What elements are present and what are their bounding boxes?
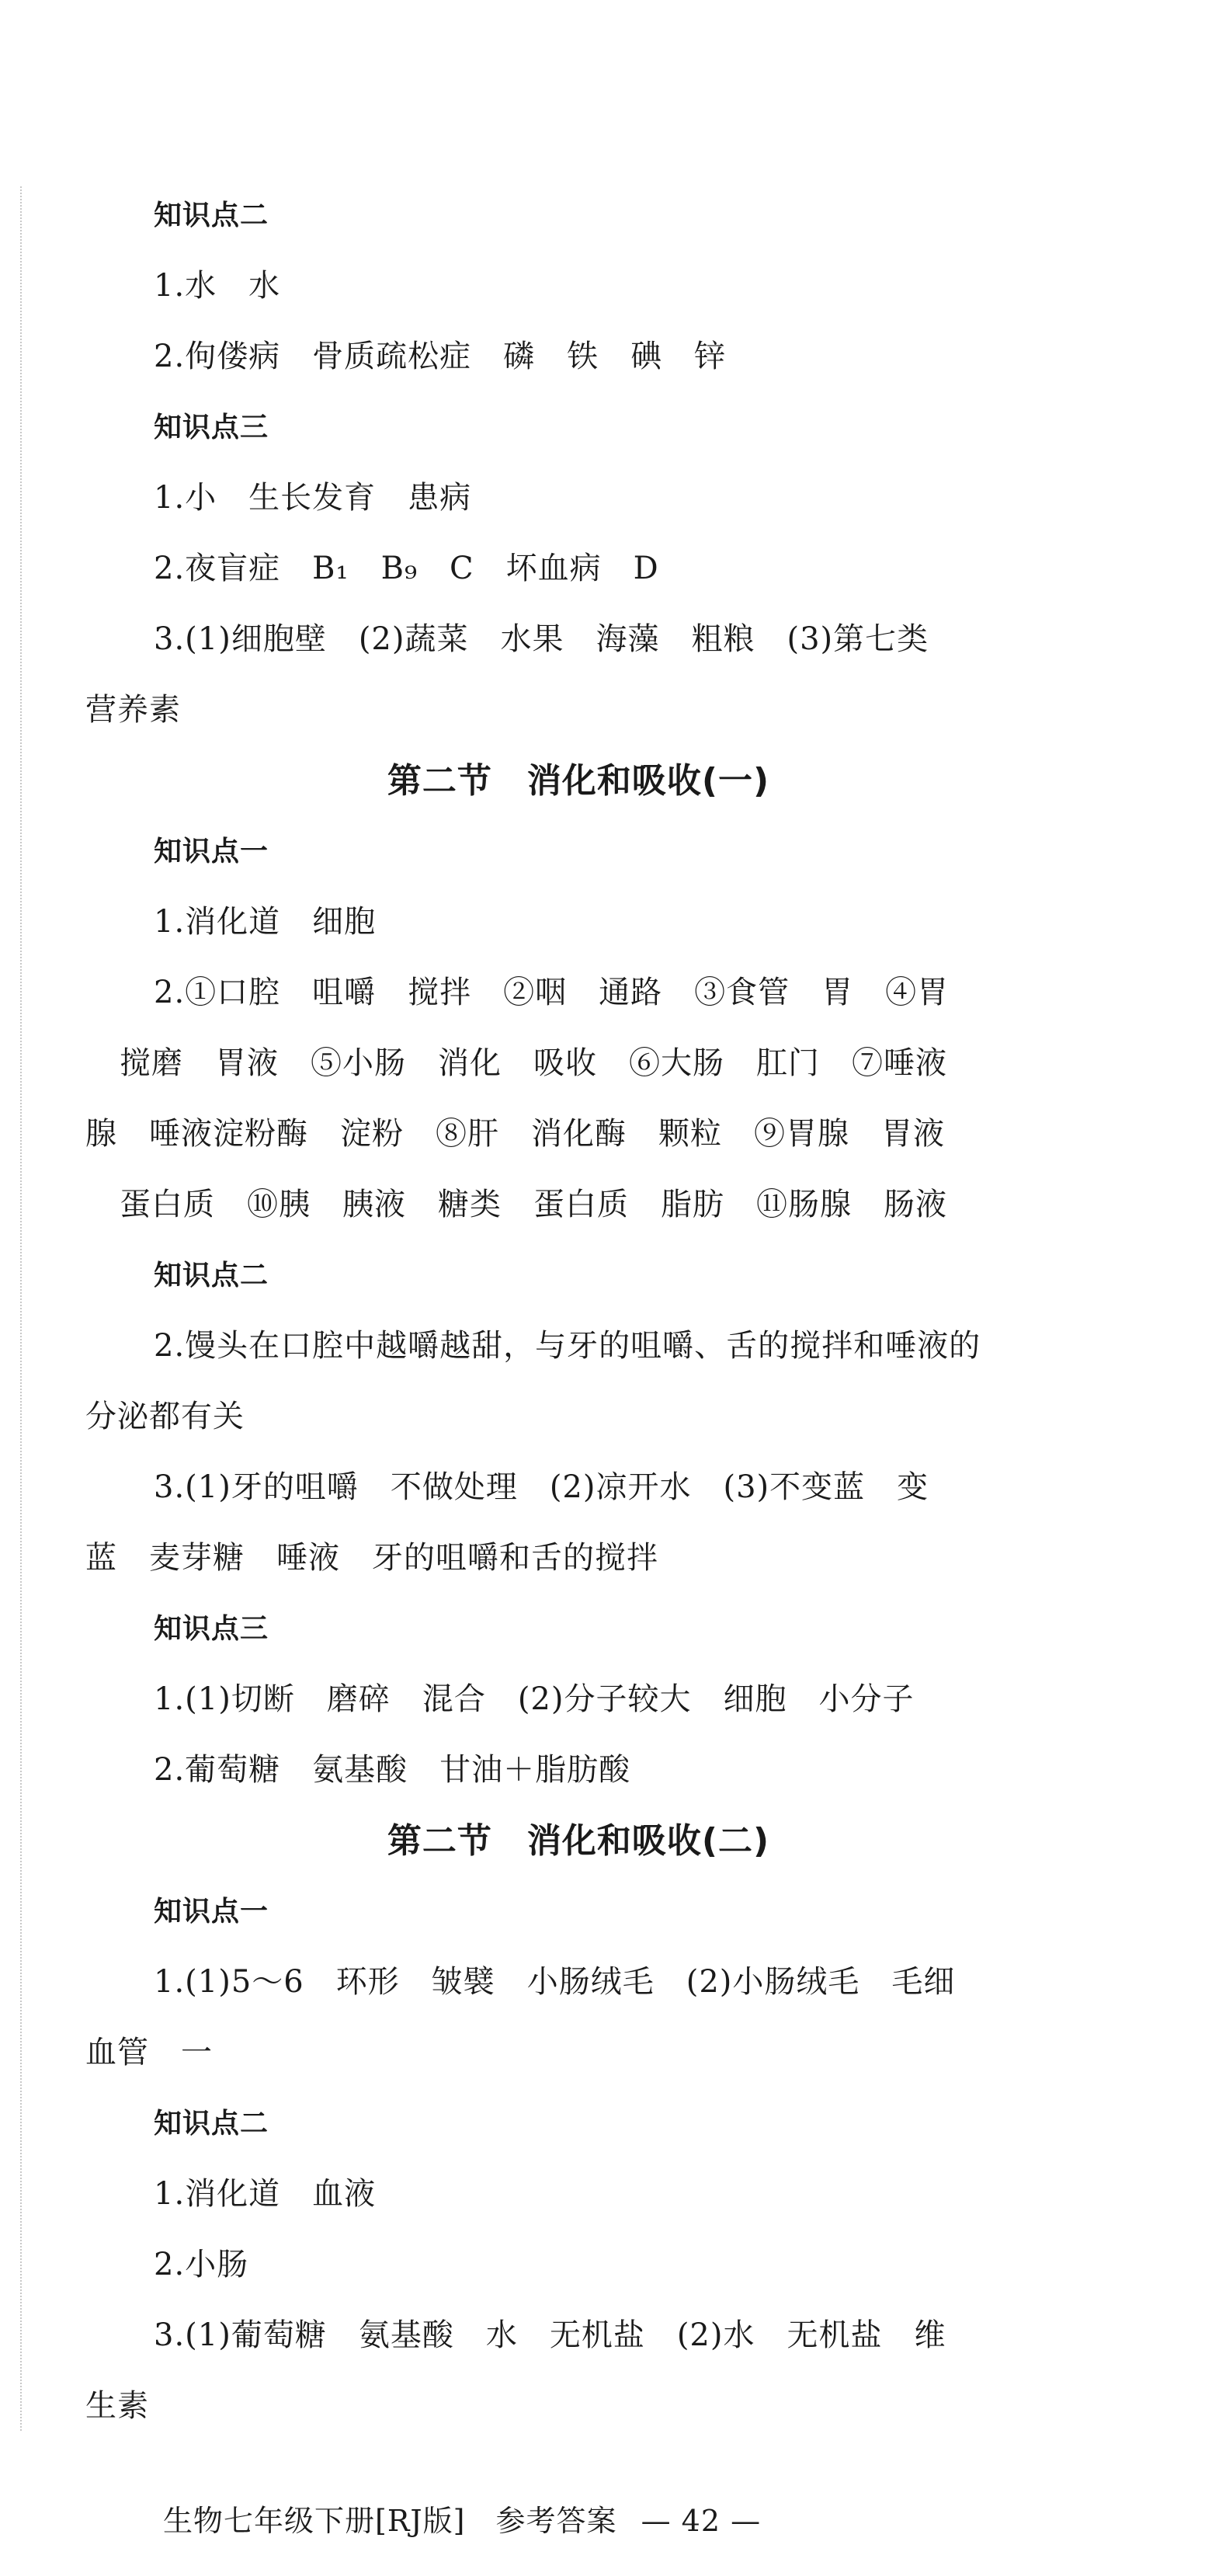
answer-line: 1.小 生长发育 患病 xyxy=(154,480,472,516)
answer-line: 1.(1)切断 磨碎 混合 (2)分子较大 细胞 小分子 xyxy=(154,1681,915,1717)
answer-line: 2.佝偻病 骨质疏松症 磷 铁 碘 锌 xyxy=(154,339,727,374)
answer-line-continued: 分泌都有关 xyxy=(85,1399,245,1434)
answer-content xyxy=(85,180,1009,2442)
answer-line: 2.馒头在口腔中越嚼越甜，与牙的咀嚼、舌的搅拌和唾液的 xyxy=(154,1328,981,1364)
answer-line: 2.夜盲症 B₁ B₉ C 坏血病 D xyxy=(154,551,659,586)
answer-line-continued: 腺 唾液淀粉酶 淀粉 ⑧肝 消化酶 颗粒 ⑨胃腺 胃液 xyxy=(85,1116,945,1152)
knowledge-point-heading: 知识点二 xyxy=(154,200,269,231)
page-number: — 42 — xyxy=(641,2504,762,2538)
answer-line: 2.①口腔 咀嚼 搅拌 ②咽 通路 ③食管 胃 ④胃 xyxy=(154,975,950,1010)
knowledge-point-heading: 知识点一 xyxy=(154,836,269,867)
answer-line: 1.消化道 血液 xyxy=(154,2176,377,2212)
answer-line-continued: 生素 xyxy=(85,2388,149,2424)
answer-line-continued: 营养素 xyxy=(85,692,181,728)
answer-line: 3.(1)细胞壁 (2)蔬菜 水果 海藻 粗粮 (3)第七类 xyxy=(154,621,929,657)
answer-line-continued: 蓝 麦芽糖 唾液 牙的咀嚼和舌的搅拌 xyxy=(85,1540,658,1576)
page-footer xyxy=(163,2497,761,2539)
knowledge-point-heading: 知识点二 xyxy=(154,1260,269,1291)
answer-line: 1.消化道 细胞 xyxy=(154,904,377,940)
footer-title: 生物七年级下册[RJ版] 参考答案 xyxy=(163,2504,617,2538)
answer-line-continued: 蛋白质 ⑩胰 胰液 糖类 蛋白质 脂肪 ⑪肠腺 肠液 xyxy=(120,1187,947,1222)
answer-line: 2.葡萄糖 氨基酸 甘油＋脂肪酸 xyxy=(154,1752,631,1788)
knowledge-point-heading: 知识点三 xyxy=(154,412,269,443)
knowledge-point-heading: 知识点三 xyxy=(154,1613,269,1645)
section-title: 第二节 消化和吸收(二) xyxy=(387,1821,770,1861)
answer-line-continued: 搅磨 胃液 ⑤小肠 消化 吸收 ⑥大肠 肛门 ⑦唾液 xyxy=(120,1045,947,1081)
page-edge-dotted-line xyxy=(20,186,22,2431)
answer-line-continued: 血管 一 xyxy=(85,2035,213,2070)
knowledge-point-heading: 知识点一 xyxy=(154,1896,269,1928)
knowledge-point-heading: 知识点二 xyxy=(154,2108,269,2140)
answer-line: 1.水 水 xyxy=(154,268,281,304)
answer-line: 3.(1)牙的咀嚼 不做处理 (2)凉开水 (3)不变蓝 变 xyxy=(154,1469,929,1505)
section-title: 第二节 消化和吸收(一) xyxy=(387,761,770,801)
answer-line: 2.小肠 xyxy=(154,2247,249,2282)
answer-line: 3.(1)葡萄糖 氨基酸 水 无机盐 (2)水 无机盐 维 xyxy=(154,2317,946,2353)
answer-line: 1.(1)5～6 环形 皱襞 小肠绒毛 (2)小肠绒毛 毛细 xyxy=(154,1964,956,2000)
